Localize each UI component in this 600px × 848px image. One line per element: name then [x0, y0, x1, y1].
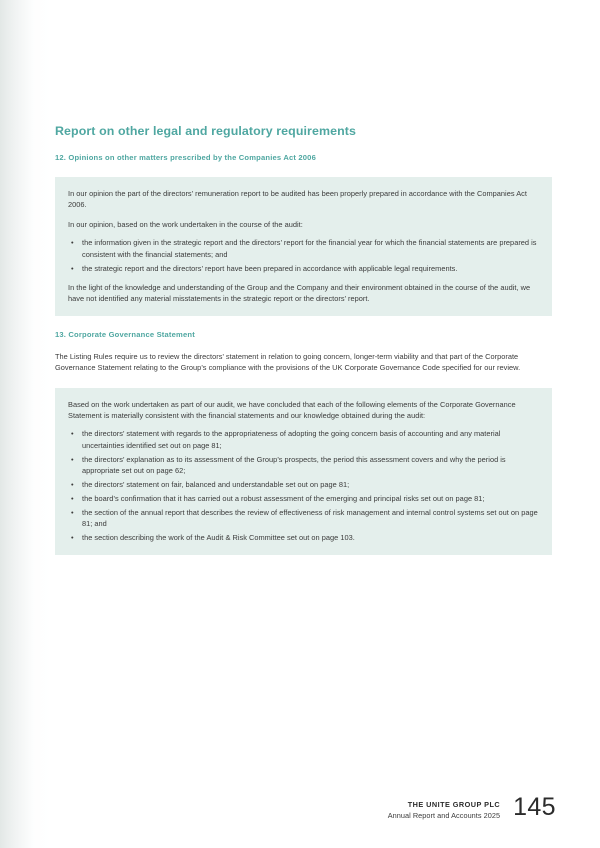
- list-item-text: the section of the annual report that describes the review of effectiveness of risk management and internal control systems set out on page 81; and: [82, 507, 538, 529]
- list-item: [68, 532, 538, 543]
- bullet-icon: •: [71, 507, 74, 517]
- list-item-text: the strategic report and the directors’ report have been prepared in accordance with applicable legal requirements.: [82, 263, 458, 273]
- governance-bullet-list: [68, 428, 538, 543]
- page-footer: [0, 794, 600, 842]
- list-item: [68, 493, 538, 504]
- opinions-paragraph-1: In our opinion the part of the directors’ remuneration report to be audited has been properly prepared in accordance with the Companies Act 2006.: [68, 189, 527, 210]
- list-item-text: the section describing the work of the Audit & Risk Committee set out on page 103.: [82, 533, 355, 543]
- list-item: [68, 479, 538, 490]
- bullet-icon: •: [71, 263, 74, 273]
- list-item-text: the directors’ statement on fair, balanced and understandable set out on page 81;: [82, 480, 350, 489]
- bullet-icon: •: [71, 480, 74, 489]
- page-number: 145: [513, 793, 556, 821]
- section-heading-12: 12. Opinions on other matters prescribed by the Companies Act 2006: [55, 153, 316, 162]
- page-spine-shadow: [0, 0, 34, 848]
- footer-report-name: Annual Report and Accounts 2025: [387, 810, 501, 820]
- footer-company-name: THE UNITE GROUP PLC: [407, 800, 501, 809]
- governance-intro-paragraph: The Listing Rules require us to review the directors’ statement in relation to going concern, longer-term viability and that part of the Corporate Governance Statement relating to the Group’s compliance with the provisions of the UK Corporate Governance Code specified for our review.: [55, 351, 521, 373]
- opinions-bullet-list: [68, 237, 538, 274]
- list-item: [68, 263, 538, 274]
- page-content: [55, 0, 552, 555]
- list-item-text: the directors’ explanation as to its assessment of the Group’s prospects, the period this assessment covers and why the period is appropriate set out on page 62;: [82, 454, 506, 476]
- footer-content: [388, 794, 556, 821]
- bullet-icon: •: [71, 493, 74, 503]
- bullet-icon: •: [71, 238, 74, 248]
- list-item-text: the directors’ statement with regards to the appropriateness of adopting the going concern basis of accounting and any material uncertainties identified set out on page 81;: [82, 429, 501, 450]
- opinions-paragraph-2: In our opinion, based on the work undertaken in the course of the audit:: [68, 219, 303, 229]
- list-item: [68, 428, 538, 451]
- callout-box-governance: [55, 388, 552, 555]
- list-item: [68, 454, 538, 477]
- governance-paragraph-1: Based on the work undertaken as part of our audit, we have concluded that each of the following elements of the Corporate Governance Statement is materially consistent with the financial statements and our knowledge obtained during the audit:: [68, 399, 516, 420]
- footer-text-block: [388, 794, 500, 821]
- callout-box-opinions: [55, 177, 552, 316]
- bullet-icon: •: [71, 429, 74, 439]
- section-heading-13: 13. Corporate Governance Statement: [55, 329, 195, 339]
- opinions-paragraph-3: In the light of the knowledge and understanding of the Group and the Company and their environment obtained in the course of the audit, we have not identified any material misstatements in the strategic report or the directors’ report.: [68, 282, 531, 304]
- page-title: Report on other legal and regulatory requirements: [55, 124, 356, 138]
- list-item-text: the information given in the strategic report and the directors’ report for the financial year for which the financial statements are prepared is consistent with the financial statements; and: [82, 238, 537, 259]
- list-item: [68, 507, 538, 530]
- bullet-icon: •: [71, 454, 74, 464]
- list-item: [68, 237, 538, 260]
- bullet-icon: •: [71, 533, 74, 543]
- list-item-text: the board’s confirmation that it has carried out a robust assessment of the emerging and principal risks set out on page 81;: [82, 493, 485, 503]
